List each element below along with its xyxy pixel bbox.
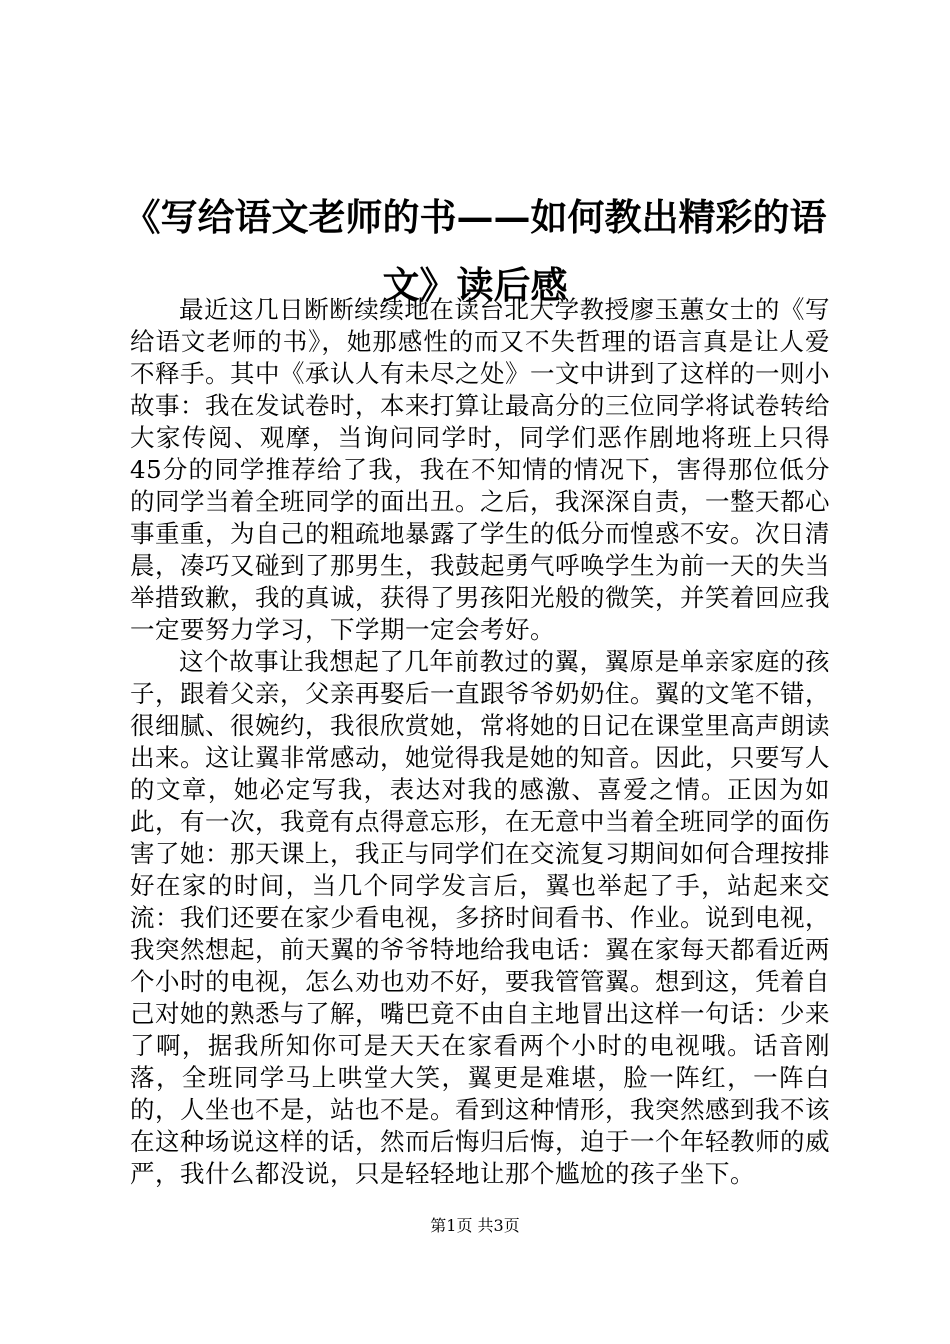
paragraph-2: 这个故事让我想起了几年前教过的翼，翼原是单亲家庭的孩子，跟着父亲，父亲再娶后一直跟爷爷奶奶住。翼的文笔不错，很细腻、很婉约，我很欣赏她，常将她的日记在课堂里高声朗读出来。这让翼非常感动，她觉得我是她的知音。因此，只要写人的文章，她必定写我，表达对我的感激、喜爱之情。正因为如此，有一次，我竟有点得意忘形，在无意中当着全班同学的面伤害了她：那天课上，我正与同学们在交流复习期间如何合理按排好在家的时间，当几个同学发言后，翼也举起了手，站起来交流：我们还要在家少看电视，多挤时间看书、作业。说到电视，我突然想起，前天翼的爷爷特地给我电话：翼在家每天都看近两个小时的电视，怎么劝也劝不好，要我管管翼。想到这，凭着自己对她的熟悉与了解，嘴巴竟不由自主地冒出这样一句话：少来了啊，据我所知你可是天天在家看两个小时的电视哦。话音刚落，全班同学马上哄堂大笑，翼更是难堪，脸一阵红，一阵白的，人坐也不是，站也不是。看到这种情形，我突然感到我不该在这种场说这样的话，然而后悔归后悔，迫于一个年轻教师的威严，我什么都没说，只是轻轻地让那个尴尬的孩子坐下。 bbox=[130, 647, 830, 1188]
page-footer: 第1页 共3页 bbox=[430, 1216, 520, 1235]
paragraph-1: 最近这几日断断续续地在读台北大学教授廖玉蕙女士的《写给语文老师的书》，她那感性的而又不失哲理的语言真是让人爱不释手。其中《承认人有未尽之处》一文中讲到了这样的一则小故事：我在发试卷时，本来打算让最高分的三位同学将试卷转给大家传阅、观摩，当询问同学时，同学们恶作剧地将班上只得45分的同学推荐给了我，我在不知情的情况下，害得那位低分的同学当着全班同学的面出丑。之后，我深深自责，一整天都心事重重，为自己的粗疏地暴露了学生的低分而惶惑不安。次日清晨，凑巧又碰到了那男生，我鼓起勇气呼唤学生为前一天的失当举措致歉，我的真诚，获得了男孩阳光般的微笑，并笑着回应我一定要努力学习，下学期一定会考好。 bbox=[130, 295, 830, 644]
document-body bbox=[130, 294, 830, 1190]
document-title-line-1: 《写给语文老师的书——如何教出精彩的语 bbox=[123, 195, 827, 239]
document-title-line-2: 文》读后感 bbox=[382, 263, 568, 307]
